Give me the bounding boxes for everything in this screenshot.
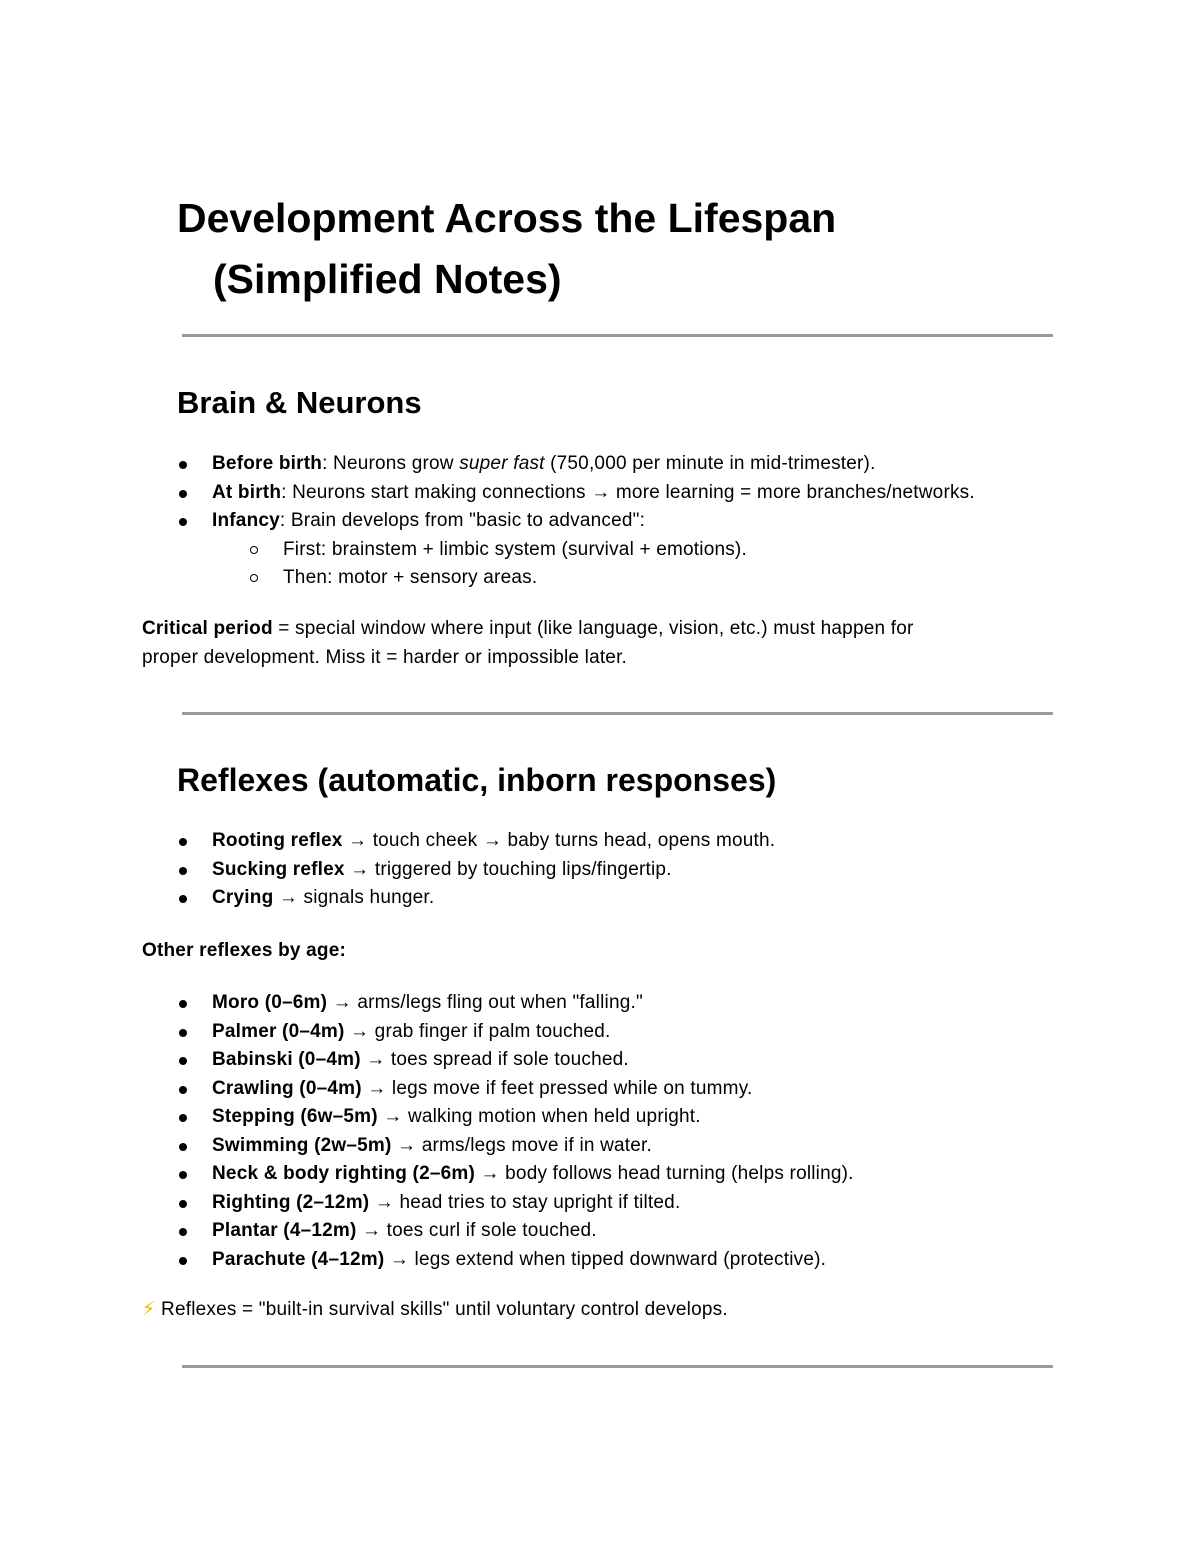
bullet-icon (179, 867, 187, 875)
item-text: → head tries to stay upright if tilted. (369, 1191, 681, 1213)
item-label: Neck & body righting (2–6m) (212, 1163, 475, 1184)
list-item (177, 450, 975, 479)
item-text: → grab finger if palm touched. (344, 1020, 611, 1042)
title-line-2: (Simplified Notes) (213, 256, 562, 302)
item-text: → signals hunger. (273, 887, 435, 908)
list-item (177, 1018, 854, 1047)
bullet-icon (179, 838, 187, 846)
hollow-bullet-icon (250, 574, 258, 582)
other-reflexes-label: Other reflexes by age: (142, 940, 346, 961)
other-reflexes-label-paragraph (142, 937, 1042, 966)
item-text: → touch cheek → baby turns head, opens mouth. (342, 830, 776, 851)
bullet-icon (179, 1086, 187, 1094)
item-label: Moro (0–6m) (212, 992, 328, 1013)
list-item (177, 507, 975, 536)
bullet-icon (179, 1200, 187, 1208)
horizontal-rule (182, 712, 1053, 715)
item-text: → triggered by touching lips/fingertip. (344, 858, 672, 880)
item-label: Before birth (212, 453, 323, 474)
bullet-icon (179, 1257, 187, 1265)
bullet-icon (179, 1171, 187, 1179)
list-item (177, 479, 975, 508)
item-text: → legs move if feet pressed while on tummy. (361, 1077, 753, 1099)
item-text: : Neurons grow (322, 453, 460, 474)
list-item (177, 1103, 854, 1132)
list-item (177, 1132, 854, 1161)
list-item (177, 827, 775, 856)
item-text: → toes spread if sole touched. (360, 1049, 629, 1070)
summary-paragraph (142, 1296, 1042, 1325)
item-label: Crawling (0–4m) (212, 1077, 362, 1099)
bullet-icon (179, 895, 187, 903)
critical-period-text-2: proper development. Miss it = harder or impossible later. (142, 646, 628, 668)
horizontal-rule (182, 334, 1053, 337)
item-text: → walking motion when held upright. (377, 1106, 701, 1127)
list-item (177, 884, 775, 913)
section-heading-brain: Brain & Neurons (177, 385, 422, 420)
sub-list-container (177, 536, 975, 593)
item-label: Sucking reflex (212, 858, 345, 880)
bullet-icon (179, 490, 187, 498)
bullet-icon (179, 518, 187, 526)
bullet-icon (179, 1228, 187, 1236)
item-label: Plantar (4–12m) (212, 1220, 357, 1241)
list-item (177, 1246, 854, 1275)
item-text: → arms/legs fling out when "falling." (327, 992, 643, 1013)
bullet-icon (179, 1143, 187, 1151)
critical-period-label: Critical period (142, 618, 273, 639)
summary-text: Reflexes = "built-in survival skills" until voluntary control develops. (155, 1299, 728, 1320)
item-label: Stepping (6w–5m) (212, 1106, 378, 1127)
list-item (177, 1046, 854, 1075)
brain-bullet-list (177, 450, 975, 593)
bullet-icon (179, 1114, 187, 1122)
sub-item-text: Then: motor + sensory areas. (283, 567, 538, 588)
list-item (177, 1217, 854, 1246)
item-text: : Brain develops from "basic to advanced": (279, 510, 646, 531)
sub-list-item (177, 536, 975, 565)
critical-period-paragraph (142, 615, 1042, 672)
item-text: → toes curl if sole touched. (356, 1220, 597, 1241)
item-text: (750,000 per minute in mid-trimester). (544, 453, 876, 474)
item-text: → arms/legs move if in water. (391, 1134, 652, 1156)
horizontal-rule (182, 1365, 1053, 1368)
title-line-1: Development Across the Lifespan (177, 195, 837, 241)
list-item (177, 1189, 854, 1218)
list-item (177, 1160, 854, 1189)
list-item (177, 1075, 854, 1104)
item-label: At birth (212, 481, 282, 503)
lightning-icon: ⚡ (142, 1299, 156, 1320)
item-text: → body follows head turning (helps rolling). (475, 1163, 854, 1184)
sub-item-text: First: brainstem + limbic system (survival + emotions). (283, 538, 747, 560)
item-label: Babinski (0–4m) (212, 1049, 361, 1070)
reflex-by-age-list (177, 989, 854, 1274)
document-title (177, 188, 1077, 310)
bullet-icon (179, 1057, 187, 1065)
list-item (177, 989, 854, 1018)
item-label: Crying (212, 887, 274, 908)
item-text: → legs extend when tipped downward (protective). (384, 1248, 827, 1270)
bullet-icon (179, 1029, 187, 1037)
reflex-bullet-list (177, 827, 775, 913)
item-label: Palmer (0–4m) (212, 1020, 345, 1042)
bullet-icon (179, 1000, 187, 1008)
sub-list-item (177, 564, 975, 593)
item-label: Infancy (212, 510, 280, 531)
item-label: Righting (2–12m) (212, 1191, 370, 1213)
section-heading-reflexes: Reflexes (automatic, inborn responses) (177, 762, 777, 798)
bullet-icon (179, 461, 187, 469)
item-text: : Neurons start making connections → more learning = more branches/networks. (281, 481, 975, 503)
critical-period-text: = special window where input (like language, vision, etc.) must happen for (272, 618, 914, 639)
hollow-bullet-icon (250, 546, 258, 554)
item-emphasis: super fast (459, 453, 545, 474)
brain-sub-list (177, 536, 975, 593)
item-label: Rooting reflex (212, 830, 343, 851)
list-item (177, 856, 775, 885)
item-label: Swimming (2w–5m) (212, 1134, 392, 1156)
item-label: Parachute (4–12m) (212, 1248, 385, 1270)
